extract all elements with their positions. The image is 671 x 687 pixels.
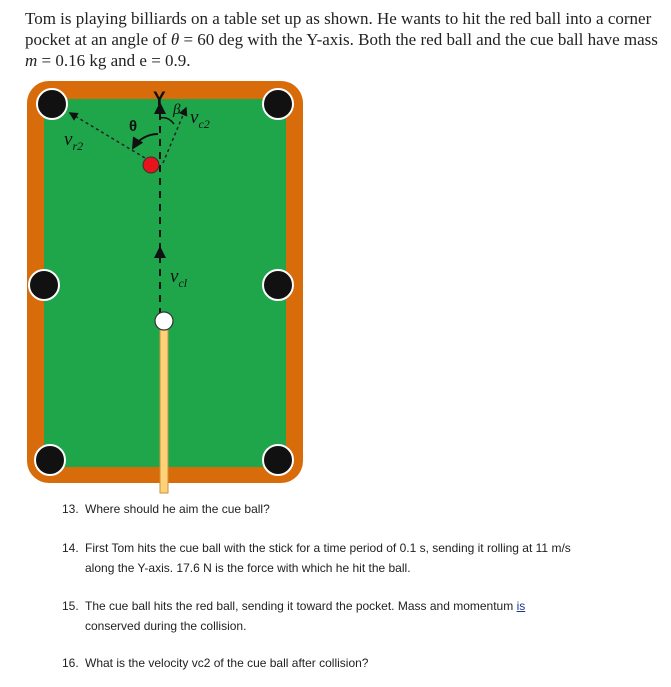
question-number: 13. [62,502,79,516]
question-line-text: The cue ball hits the red ball, sending it toward the pocket. Mass and momentum [85,599,517,613]
mass-symbol: m [25,51,38,70]
cue-ball [155,312,173,330]
intro-text-2: = 60 deg with the Y-axis. Both the red ball and the cue ball have mass [179,30,658,49]
question-text: Where should he aim the cue ball? [85,502,270,516]
y-axis-label: Y [153,89,166,110]
red-ball [143,157,159,173]
theta-label: θ [129,118,138,135]
question-line [85,596,645,616]
theta-symbol: θ [170,30,180,49]
vr2-v: v [64,129,73,150]
grammar-flagged-word: is [516,599,526,613]
question-text: What is the velocity vc2 of the cue ball after collision? [85,656,369,670]
intro-text-3: = 0.16 kg and e = 0.9. [37,51,191,70]
pocket-bottom-left [35,445,65,475]
intro-paragraph [25,8,665,71]
question-number: 15. [62,599,79,613]
question-text [85,538,645,578]
billiards-table-diagram [0,80,330,500]
question-number: 14. [62,541,79,555]
pocket-middle-right [263,270,293,300]
question-line: First Tom hits the cue ball with the stick for a time period of 0.1 s, sending it rolling at 11 m/s [85,541,571,555]
beta-label: β [173,102,181,118]
question-line: conserved during the collision. [85,619,247,633]
vc1-subscript: cl [178,276,188,290]
cue-stick [160,330,168,493]
intro-text-1: Tom is playing billiards on a table set up as shown. He wants to hit the red ball into a corner pocket at an angle of [25,9,652,49]
pocket-bottom-right [263,445,293,475]
question-line: along the Y-axis. 17.6 N is the force with which he hit the ball. [85,561,411,575]
vc1-v: v [170,266,179,287]
problem-intro [25,8,665,71]
pocket-top-left [37,89,67,119]
question-text [85,596,645,636]
vc2-v: v [190,107,199,128]
question-number: 16. [62,656,79,670]
pocket-middle-left [29,270,59,300]
vc2-subscript: c2 [198,117,210,131]
pocket-top-right [263,89,293,119]
vr2-subscript: r2 [72,139,84,153]
